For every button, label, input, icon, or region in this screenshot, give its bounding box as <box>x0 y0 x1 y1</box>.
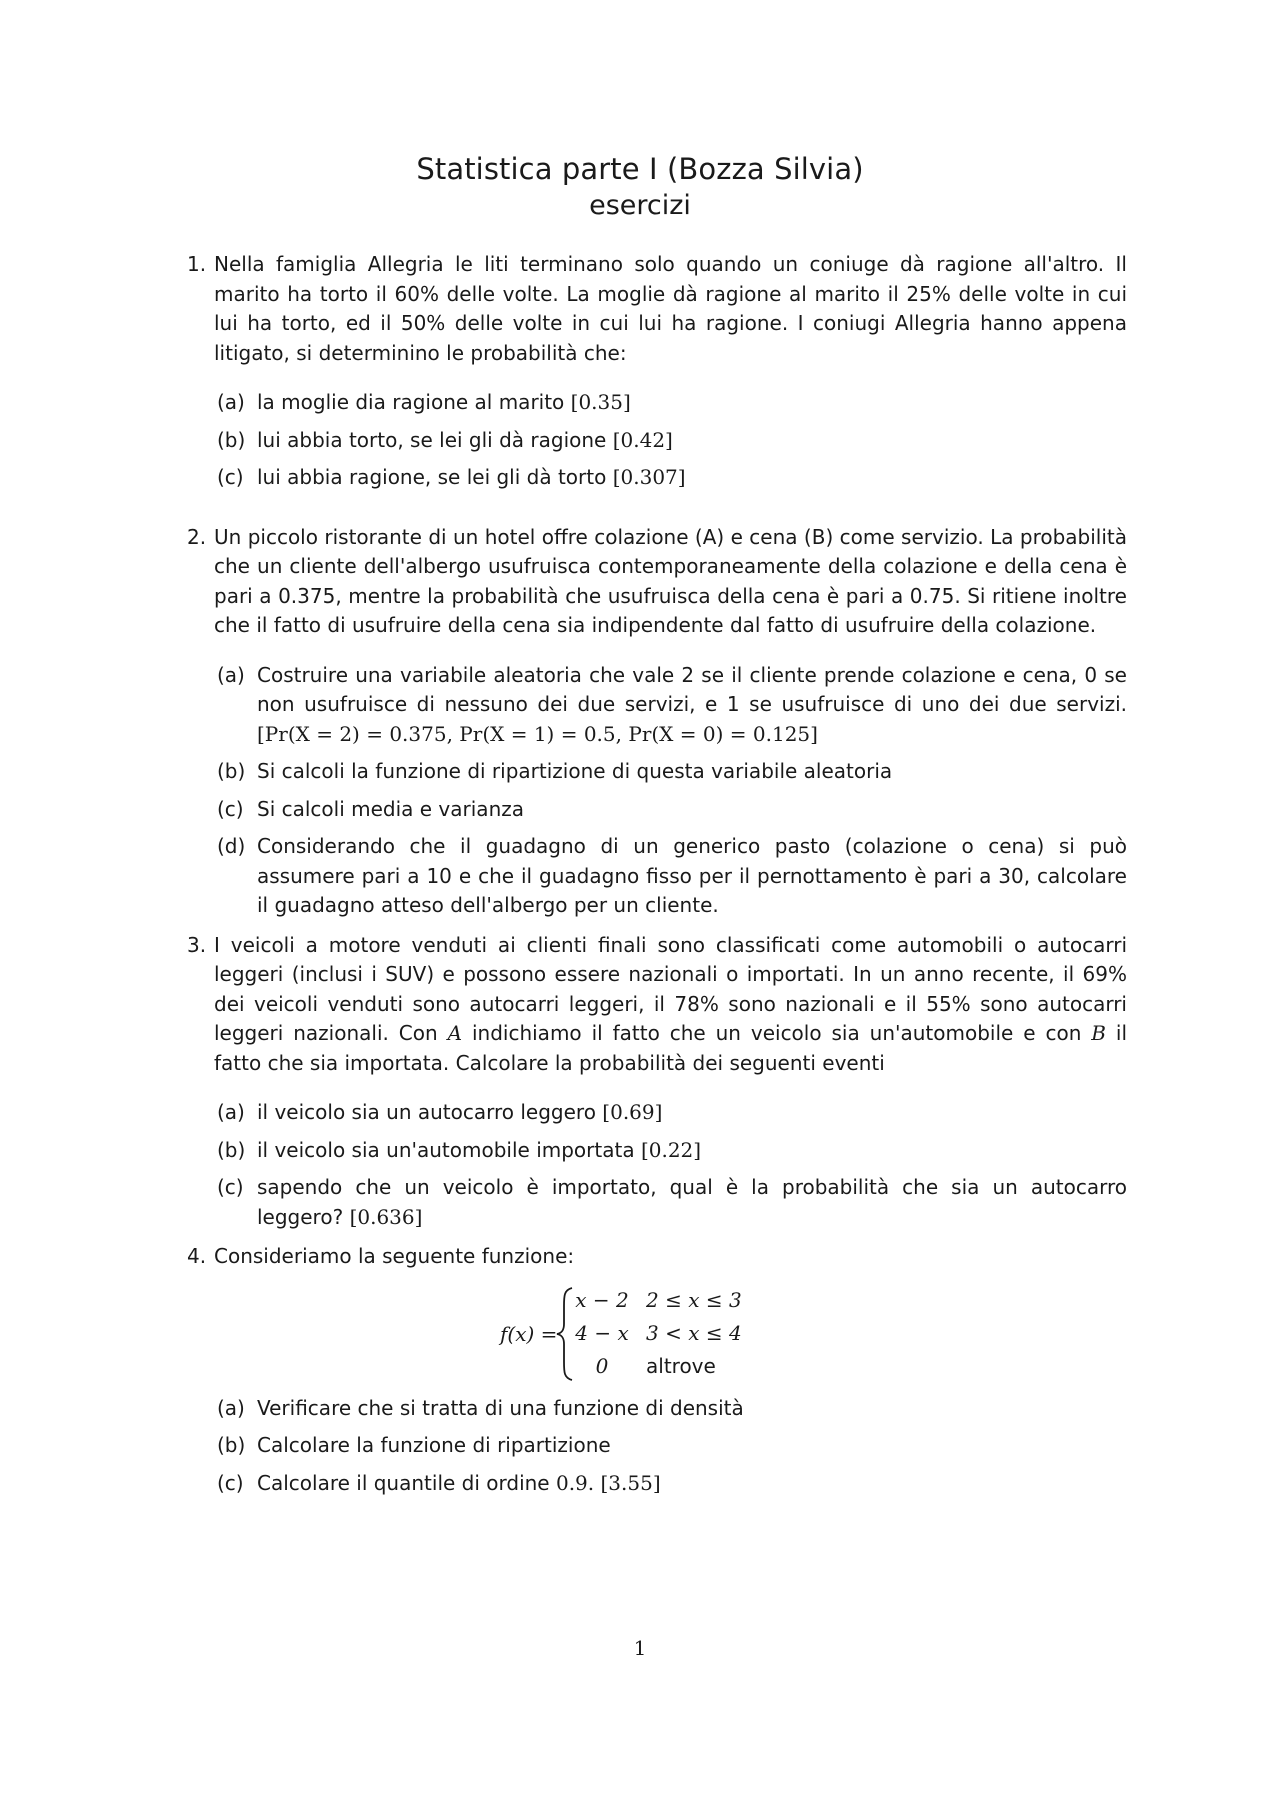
sub-question-text: Costruire una variabile aleatoria che vale 2 se il cliente prende colazione e cena, 0 se non usufruisce di nessuno dei due servizi, e 1 se usufruisce di uno dei due servizi. <box>257 662 1127 716</box>
sub-question-label: (d) <box>217 834 246 858</box>
case-value: x − 2 <box>575 1287 629 1312</box>
sub-question-label: (b) <box>217 759 246 783</box>
sub-question-answer: [3.55] <box>600 1470 661 1495</box>
sub-question-text: Calcolare il quantile di ordine <box>257 1470 550 1495</box>
formula-case-row <box>572 1352 772 1381</box>
sub-question-list <box>214 661 1127 921</box>
variable-b: B <box>1091 1021 1106 1045</box>
sub-question-text: Calcolare la funzione di ripartizione <box>257 1433 611 1457</box>
document-title: Statistica parte I (Bozza Silvia) <box>416 152 864 186</box>
formula-lhs: f(x) = <box>500 1321 558 1346</box>
case-value: 4 − x <box>575 1320 629 1345</box>
sub-question-label: (c) <box>217 1470 244 1495</box>
document-subtitle: esercizi <box>589 190 691 221</box>
sub-question-list <box>214 1098 1127 1232</box>
sub-question-label: (b) <box>217 1433 246 1457</box>
sub-question-label: (a) <box>217 662 245 687</box>
sub-question-text: Si calcoli media e varianza <box>257 796 524 821</box>
sub-question-text: lui abbia ragione, se lei gli dà torto <box>257 465 607 489</box>
sub-question-label: (a) <box>217 1100 245 1124</box>
sub-question-answer: [Pr(X = 2) = 0.375, Pr(X = 1) = 0.5, Pr(X = 0) = 0.125] <box>257 721 818 746</box>
case-value: 0 <box>595 1353 609 1378</box>
sub-question-answer: [0.307] <box>612 465 686 489</box>
sub-question-3c <box>214 1173 1127 1232</box>
case-condition: 3 < x ≤ 4 <box>646 1320 742 1345</box>
sub-question-text: il veicolo sia un autocarro leggero <box>257 1100 596 1124</box>
sub-question-1c <box>214 463 1127 493</box>
sub-question-2a <box>214 661 1127 750</box>
exercise-number: 3. <box>187 932 207 957</box>
sub-question-4a <box>214 1394 1127 1424</box>
exercise-text: Nella famiglia Allegria le liti terminano solo quando un coniuge dà ragione all'altro. Il marito ha torto il 60% delle volte. La moglie dà ragione al marito il 25% delle volte in cui lui ha torto, ed il 50% delle volte in cui lui ha ragione. I coniugi Allegria hanno appena litigato, si determinino le probabilità che: <box>214 252 1127 365</box>
exercise-4 <box>187 1242 1127 1498</box>
sub-question-3a <box>214 1098 1127 1128</box>
exercise-number: 1. <box>187 252 207 276</box>
sub-question-label: (b) <box>217 427 246 452</box>
exercise-1 <box>187 250 1127 493</box>
piecewise-function-formula <box>214 1286 1127 1382</box>
sub-question-text: Verificare che si tratta di una funzione di densità <box>257 1395 744 1420</box>
sub-question-answer: [0.42] <box>612 427 673 452</box>
sub-question-label: (b) <box>217 1137 246 1162</box>
sub-question-label: (c) <box>217 465 244 489</box>
formula-case-row <box>572 1319 772 1348</box>
variable-a: A <box>447 1021 463 1045</box>
exercise-text-part: I veicoli a motore venduti ai clienti finali sono classificati come automobili o autocarri leggeri (inclusi i SUV) e possono essere nazionali o importati. In un anno recente, il 69% dei veicoli venduti sono autocarri leggeri, il 78% sono nazionali e il 55% sono autocarri leggeri nazionali. Con <box>214 932 1127 1045</box>
document-header <box>0 150 1280 224</box>
sub-question-label: (c) <box>217 1175 244 1199</box>
exercise-text-part: indichiamo il fatto che un veicolo sia un'automobile e con <box>471 1021 1082 1045</box>
exercise-text: Un piccolo ristorante di un hotel offre colazione (A) e cena (B) come servizio. La probabilità che un cliente dell'albergo usufruisca contemporaneamente della colazione e della cena è pari a 0.375, mentre la probabilità che usufruisca della cena è pari a 0.75. Si ritiene inoltre che il fatto di usufruire della cena sia indipendente dal fatto di usufruire della colazione. <box>214 524 1127 637</box>
sub-question-text: Considerando che il guadagno di un generico pasto (colazione o cena) si può assumere pari a 10 e che il guadagno fisso per il pernottamento è pari a 30, calcolare il guadagno atteso dell'albergo per un cliente. <box>257 834 1127 917</box>
page-number: 1 <box>633 1636 647 1660</box>
sub-question-answer: [0.22] <box>640 1137 702 1162</box>
sub-question-answer: [0.35] <box>570 390 631 414</box>
formula-case-row <box>572 1286 772 1315</box>
sub-question-1a <box>214 388 1127 418</box>
sub-question-3b <box>214 1136 1127 1166</box>
sub-question-2b <box>214 757 1127 787</box>
sub-question-text: il veicolo sia un'automobile importata <box>257 1137 635 1162</box>
sub-question-4b <box>214 1431 1127 1461</box>
sub-question-text: Si calcoli la funzione di ripartizione di questa variabile aleatoria <box>257 759 893 783</box>
sub-question-math: 0.9. <box>555 1470 595 1495</box>
exercise-number: 4. <box>187 1244 207 1268</box>
sub-question-label: (a) <box>217 1395 245 1420</box>
sub-question-text: lui abbia torto, se lei gli dà ragione <box>257 427 607 452</box>
sub-question-2d <box>214 832 1127 921</box>
sub-question-text: la moglie dia ragione al marito <box>257 390 565 414</box>
sub-question-4c <box>214 1469 1127 1499</box>
sub-question-answer: [0.636] <box>349 1204 423 1229</box>
exercise-text <box>214 931 1127 1079</box>
sub-question-text: sapendo che un veicolo è importato, qual è la probabilità che sia un autocarro leggero? <box>257 1175 1127 1229</box>
exercise-number: 2. <box>187 524 207 549</box>
case-condition: 2 ≤ x ≤ 3 <box>646 1287 742 1312</box>
sub-question-1b <box>214 426 1127 456</box>
exercise-text-part: il fatto che sia importata. Calcolare la probabilità dei seguenti eventi <box>214 1021 1128 1075</box>
sub-question-2c <box>214 795 1127 825</box>
exercise-2 <box>187 523 1127 921</box>
case-condition: altrove <box>646 1353 716 1378</box>
sub-question-label: (c) <box>217 796 244 821</box>
exercise-3 <box>187 931 1127 1233</box>
sub-question-answer: [0.69] <box>602 1100 663 1124</box>
sub-question-label: (a) <box>217 390 245 414</box>
exercise-list <box>187 250 1127 1506</box>
sub-question-list <box>214 1394 1127 1499</box>
exercise-text: Consideriamo la seguente funzione: <box>214 1244 575 1268</box>
sub-question-list <box>214 388 1127 493</box>
